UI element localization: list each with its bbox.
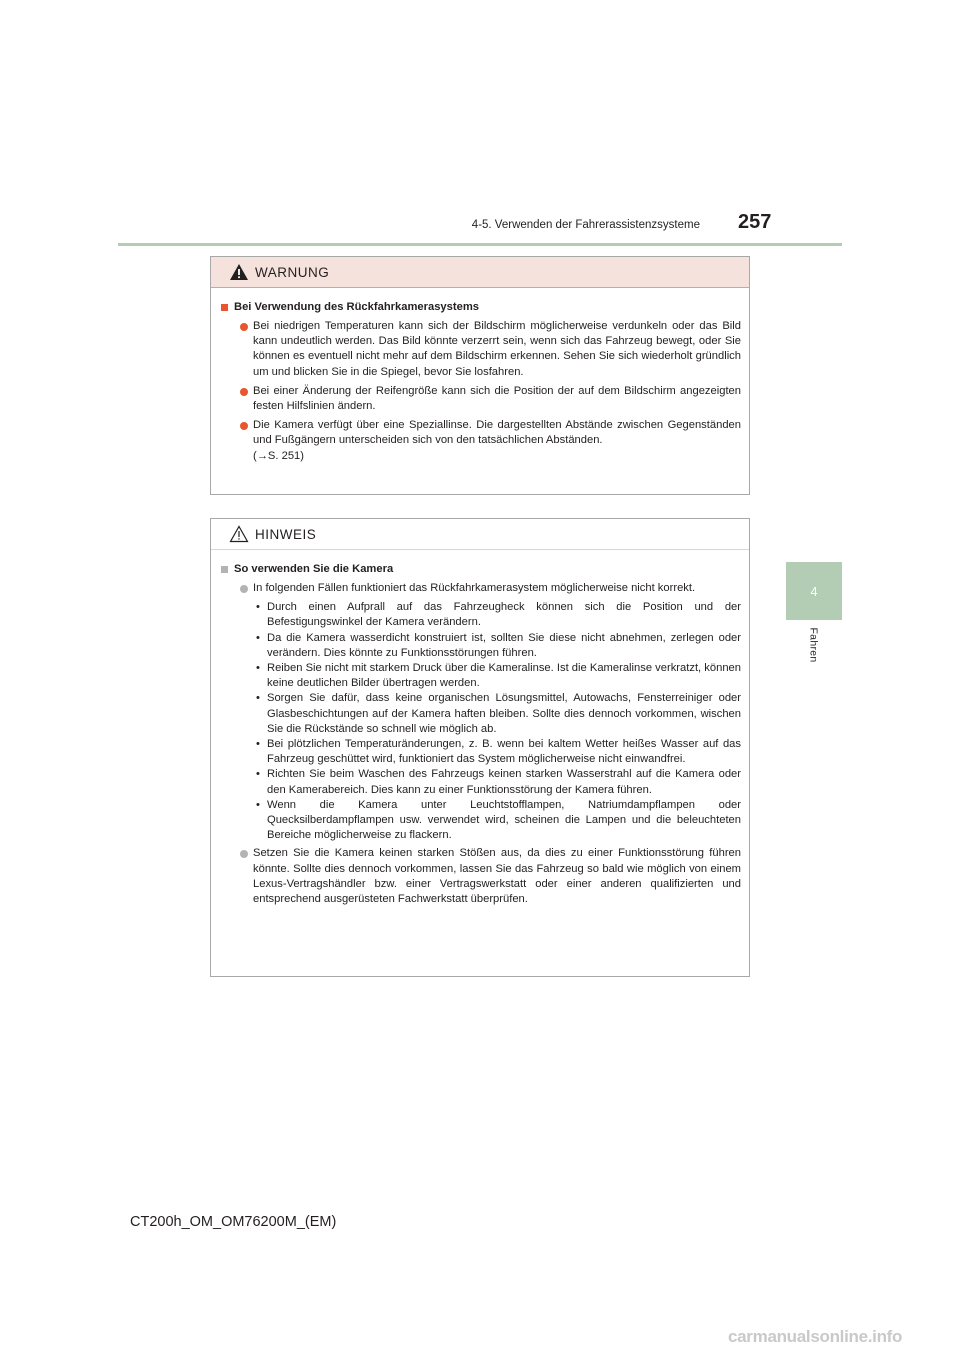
- warning-section-title: Bei Verwendung des Rückfahrkamerasystems: [221, 300, 741, 315]
- warning-header: [211, 257, 749, 288]
- chapter-tab: [786, 562, 842, 620]
- document-code: CT200h_OM_OM76200M_(EM): [130, 1214, 337, 1230]
- notice-body: [211, 550, 749, 907]
- notice-box: [210, 518, 750, 977]
- circle-bullet-icon: [240, 585, 248, 593]
- warning-triangle-icon: [229, 263, 249, 281]
- warning-box: [210, 256, 750, 495]
- chapter-label-text: Fahren: [807, 627, 820, 663]
- list-item: • Durch einen Aufprall auf das Fahrzeugheck können sich die Position und der Befestigungswinkel der Kamera verändern.: [256, 601, 741, 629]
- list-item: • Wenn die Kamera unter Leuchtstofflampen, Natriumdampflampen oder Quecksilberdampflampen usw. verwendet wird, scheinen die Lampen und die beleuchteten Bereiche möglicherweise zu flackern.: [256, 798, 741, 842]
- header-rule: [118, 243, 842, 246]
- notice-sub-list: [221, 600, 741, 843]
- page-reference: (→S. 251): [253, 449, 304, 462]
- list-item: • Da die Kamera wasserdicht konstruiert ist, sollten Sie diese nicht abnehmen, zerlegen oder verändern. Dies könnte zu Funktionsstörungen führen.: [256, 631, 741, 659]
- circle-bullet-icon: [240, 323, 248, 331]
- chapter-label: [786, 620, 842, 670]
- warning-item: Bei niedrigen Temperaturen kann sich der Bildschirm möglicherweise verdunkeln oder das Bild kann undeutlich werden. Das Bild könnte verzerrt sein, wenn sich das Fahrzeug bewegt, oder Sie können es eventuell nicht mehr auf dem Bildschirm erkennen. Sehen Sie sich wiederholt gründlich um und blicken Sie in die Spiegel, bevor Sie losfahren.: [221, 319, 741, 380]
- circle-bullet-icon: [240, 422, 248, 430]
- caution-triangle-icon: [229, 525, 249, 543]
- list-item: • Richten Sie beim Waschen des Fahrzeugs keinen starken Wasserstrahl auf die Kamera oder den Kamerabereich. Dies kann zu einer Funktionsstörung der Kamera führen.: [256, 768, 741, 796]
- square-bullet-icon: [221, 566, 228, 573]
- list-item: • Sorgen Sie dafür, dass keine organischen Lösungsmittel, Autowachs, Fensterreiniger oder Glasbeschichtungen auf der Kamera haften bleiben. Sollte dies dennoch vorkommen, wischen Sie die Rückstände so schnell wie möglich ab.: [256, 692, 741, 735]
- warning-body: [211, 288, 749, 464]
- chapter-number: 4: [810, 583, 818, 599]
- warning-item: Bei einer Änderung der Reifengröße kann sich die Position der auf dem Bildschirm angezeigten festen Hilfslinien ändern.: [221, 384, 741, 414]
- list-item: • Reiben Sie nicht mit starkem Druck über die Kameralinse. Ist die Kameralinse verkratzt, können keine deutlichen Bilder übertragen werden.: [256, 662, 741, 690]
- notice-item: In folgenden Fällen funktioniert das Rückfahrkamerasystem möglicherweise nicht korrekt.: [221, 581, 741, 596]
- section-header: 4-5. Verwenden der Fahrerassistenzsysteme: [471, 219, 700, 231]
- circle-bullet-icon: [240, 850, 248, 858]
- circle-bullet-icon: [240, 388, 248, 396]
- notice-item: Setzen Sie die Kamera keinen starken Stößen aus, da dies zu einer Funktionsstörung führen könnte. Sollte dies dennoch vorkommen, lassen Sie das Fahrzeug so bald wie möglich von einem Lexus-Vertragshändler bzw. einer Vertragswerkstatt oder einer anderen qualifizierten und entsprechend ausgerüsteten Fachwerkstatt überprüfen.: [221, 846, 741, 907]
- notice-header: [211, 519, 749, 550]
- notice-section-title: So verwenden Sie die Kamera: [221, 562, 741, 577]
- list-item: • Bei plötzlichen Temperaturänderungen, z. B. wenn bei kaltem Wetter heißes Wasser auf das Fahrzeug geschüttet wird, funktioniert das System möglicherweise nicht einwandfrei.: [256, 738, 741, 766]
- page-number: 257: [738, 211, 772, 233]
- notice-title: HINWEIS: [255, 526, 317, 542]
- warning-item: Die Kamera verfügt über eine Speziallinse. Die dargestellten Abstände zwischen Gegenständen und Fußgängern unterscheiden sich von den tatsächlichen Abständen. (→S. 251): [221, 418, 741, 464]
- warning-title: WARNUNG: [255, 264, 330, 280]
- square-bullet-icon: [221, 304, 228, 311]
- watermark: carmanualsonline.info: [728, 1327, 903, 1346]
